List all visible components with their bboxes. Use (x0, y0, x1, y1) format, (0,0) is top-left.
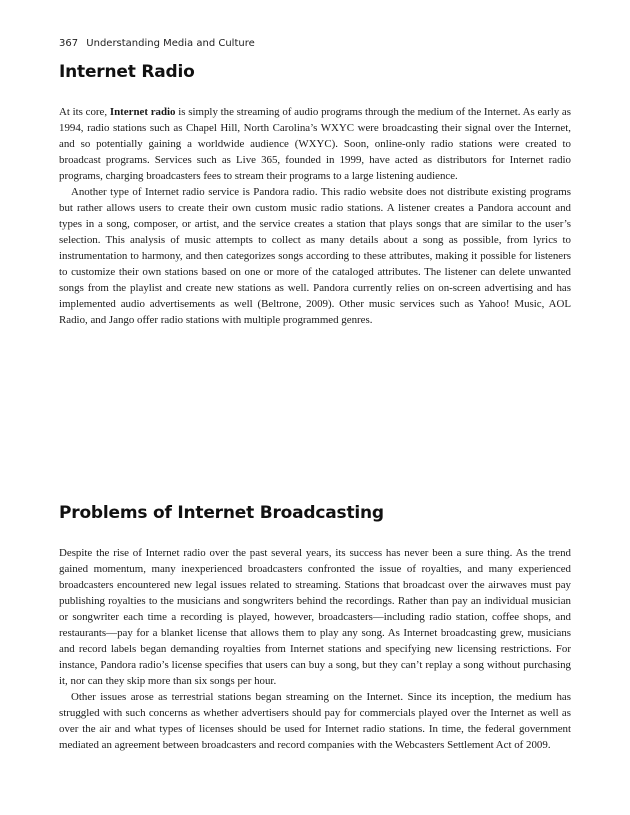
paragraph (59, 104, 571, 184)
section-body-problems-of-internet-broadcasting (59, 545, 571, 753)
section-title-internet-radio: Internet Radio (59, 62, 195, 82)
paragraph: Despite the rise of Internet radio over the past several years, its success has never been a sure thing. As the trend gained momentum, many inexperienced broadcasters confronted the issue of royalties, and many experienced broadcasters encountered new legal issues related to streaming. Stations that broadcast over the airwaves must pay publishing royalties to the musicians and songwriters behind the recordings. Rather than pay an individual musician or songwriter each time a recording is played, however, broadcasters—including radio station, coffee shops, and restaurants—pay for a blanket license that allows them to play any song. As Internet broadcasting grew, musicians and record labels began demanding royalties from Internet stations and specifying new licensing restrictions. For instance, Pandora radio’s license specifies that users can buy a song, but they can’t replay a song without purchasing it, nor can they skip more than six songs per hour. (59, 547, 571, 687)
paragraph: Another type of Internet radio service is Pandora radio. This radio website does not distribute existing programs but rather allows users to create their own custom music radio stations. A listener creates a Pandora account and types in a song, composer, or artist, and the service creates a station that plays songs that are similar to the user’s selection. This analysis of music attempts to collect as many details about a song as possible, from lyrics to instrumentation to harmony, and then categorizes songs according to these attributes, making it possible for listeners to customize their own stations based on one or more of the cataloged attributes. The listener can delete unwanted songs from the playlist and create new stations as well. Pandora currently relies on on-screen advertising and has implemented audio advertisements as well (Beltrone, 2009). Other music services such as Yahoo! Music, AOL Radio, and Jango offer radio stations with multiple programmed genres. (59, 186, 571, 326)
paragraph: Other issues arose as terrestrial stations began streaming on the Internet. Since its inception, the medium has struggled with such concerns as whether advertisers should pay for commercials played over the Internet as well as over the air and what types of licenses should be used for Internet radio stations. In time, the federal government mediated an agreement between broadcasters and record companies with the Webcasters Settlement Act of 2009. (59, 691, 571, 751)
section-title-problems-of-internet-broadcasting: Problems of Internet Broadcasting (59, 503, 384, 523)
running-header (59, 38, 255, 49)
book-title: Understanding Media and Culture (86, 38, 255, 49)
key-term: Internet radio (109, 106, 176, 118)
paragraph-text: is simply the streaming of audio programs through the medium of the Internet. As early as 1994, radio stations such as Chapel Hill, North Carolina’s WXYC were broadcasting their signal over the Internet, and so potentially gaining a worldwide audience (WXYC). Soon, online-only radio stations were created to broadcast programs. Services such as Live 365, founded in 1999, have acted as distributors for Internet radio programs, charging broadcasters fees to stream their programs to a large listening audience. (59, 106, 572, 182)
section-body-internet-radio (59, 104, 571, 328)
paragraph-lead: At its core, (59, 106, 110, 118)
page-number: 367 (59, 38, 79, 49)
